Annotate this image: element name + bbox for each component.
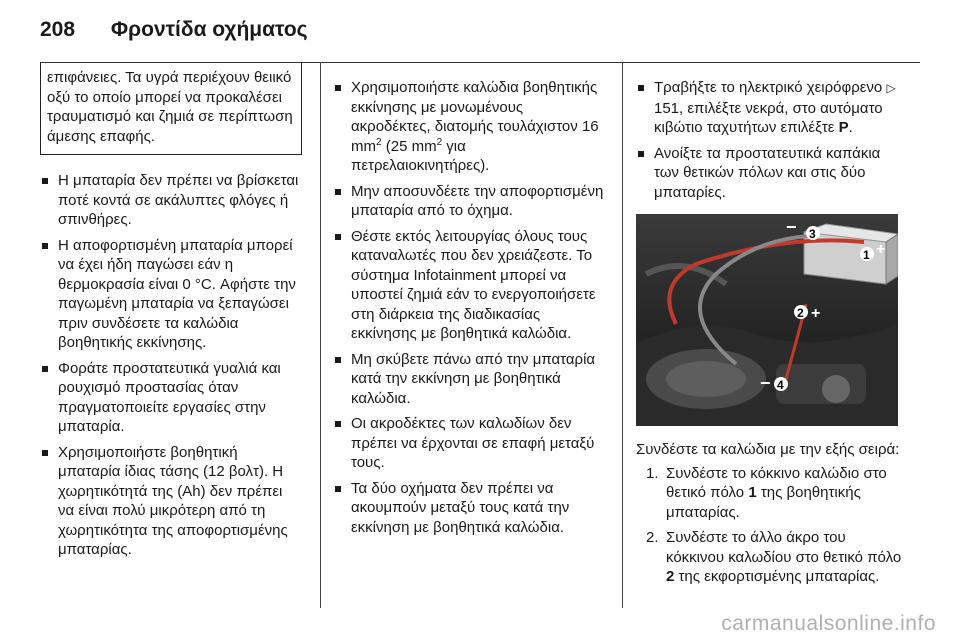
jump-start-illustration [636,214,898,426]
svg-text:3: 3 [809,227,816,241]
list-item [333,78,605,176]
list-item: Φοράτε προστατευτικά γυαλιά και ρουχισμό προστασίας όταν πραγματοποιείτε εργασίες στην μπαταρία. [40,359,302,437]
svg-text:+: + [876,241,886,258]
svg-text:2: 2 [797,306,804,320]
list-item [636,528,906,587]
text-span: για πετρελαιοκινητήρες). [351,137,490,174]
bold-text: 1 [748,484,757,501]
page-title: Φροντίδα οχήματος [110,18,308,41]
text-span: (25 mm [381,137,437,155]
list-item [636,464,906,523]
column-3 [636,62,906,593]
text-span: . [848,119,853,136]
col3-bullet-list [636,78,906,202]
watermark: carmanualsonline.info [721,612,936,635]
warning-box [40,62,302,155]
text-span: της εκφορτισμένης μπαταρίας. [674,568,880,585]
text-span: Συνδέστε το άλλο άκρο του κόκκινου καλωδίου στο θετικό πόλο [666,529,902,566]
steps-intro: Συνδέστε τα καλώδια με την εξής σειρά: [636,441,900,458]
page-number: 208 [40,18,76,41]
steps-list [636,464,906,587]
list-item: Η αποφορτισμένη μπαταρία μπορεί να έχει ήδη παγώσει εάν η θερμοκρασία είναι 0 °C. Αφήστε την παγωμένη μπαταρία να ξεπαγώσει πριν συνδέσετε τα καλώδια βοηθητικής εκκίνησης. [40,236,302,353]
column-divider-1 [320,62,321,608]
column-1 [40,62,302,566]
list-item: Η μπαταρία δεν πρέπει να βρίσκεται ποτέ κοντά σε ακάλυπτες φλόγες ή σπινθήρες. [40,171,302,230]
superscript: 2 [436,136,443,148]
superscript: 2 [376,136,382,148]
column-divider-2 [622,62,623,608]
text-span: Τραβήξτε το ηλεκτρικό χειρόφρενο [654,79,887,96]
warning-text: επιφάνειες. Τα υγρά περιέχουν θειικό οξύ το οποίο μπορεί να προκαλέσει τραυματισμό και ζημιά σε περίπτωση άμεσης επαφής. [47,69,293,145]
list-item: Οι ακροδέκτες των καλωδίων δεν πρέπει να έρχονται σε επαφή μεταξύ τους. [333,414,605,473]
list-item: Τα δύο οχήματα δεν πρέπει να ακουμπούν μεταξύ τους κατά την εκκίνηση με βοηθητικά καλώδια. [333,479,605,538]
step-number: 1. [646,464,659,482]
list-item: Ανοίξτε τα προστατευτικά καπάκια των θετικών πόλων και στις δύο μπαταρίες. [636,144,906,203]
col2-bullet-list [333,78,605,537]
text-span: της βοηθητικής μπαταρίας. [666,484,861,521]
list-item: Μην αποσυνδέετε την αποφορτισμένη μπαταρία από το όχημα. [333,182,605,221]
bold-text: P [838,119,849,136]
page-reference-icon: ▷ [886,81,896,95]
text-span: Συνδέστε το κόκκινο καλώδιο στο θετικό πόλο [666,464,887,501]
bold-text: 2 [666,568,675,585]
col1-bullet-list [40,171,302,560]
svg-text:1: 1 [863,248,870,262]
column-2 [333,62,605,543]
text-span: Χρησιμοποιήστε καλώδια βοηθητικής εκκίνησης με μονωμένους ακροδέκτες, διατομής τουλάχιστον 16 mm [351,79,599,155]
step-number: 2. [646,529,659,546]
text-span: 151, επιλέξτε νεκρά, στο αυτόματο κιβώτιο ταχυτήτων επιλέξτε [654,99,883,136]
engine-bay-image [636,214,898,426]
page-header [40,18,308,42]
svg-text:−: − [760,373,771,393]
svg-text:4: 4 [777,378,784,392]
list-item: Θέστε εκτός λειτουργίας όλους τους καταναλωτές που δεν χρειάζεστε. Το σύστημα Infotainment μπορεί να υποστεί ζημιά εάν το ενεργοποιήσετε στη διάρκεια της διαδικασίας εκκίνησης με βοηθητικά καλώδια. [333,227,605,344]
svg-text:−: − [786,217,797,237]
list-item: Μη σκύβετε πάνω από την μπαταρία κατά την εκκίνηση με βοηθητικά καλώδια. [333,350,605,409]
list-item [636,78,906,138]
svg-text:+: + [811,305,821,322]
list-item: Χρησιμοποιήστε βοηθητική μπαταρία ίδιας τάσης (12 βολτ). Η χωρητικότητά της (Ah) δεν πρέπει να είναι πολύ μικρότερη από τη χωρητικότητα της αποφορτισμένης μπαταρίας. [40,443,302,560]
